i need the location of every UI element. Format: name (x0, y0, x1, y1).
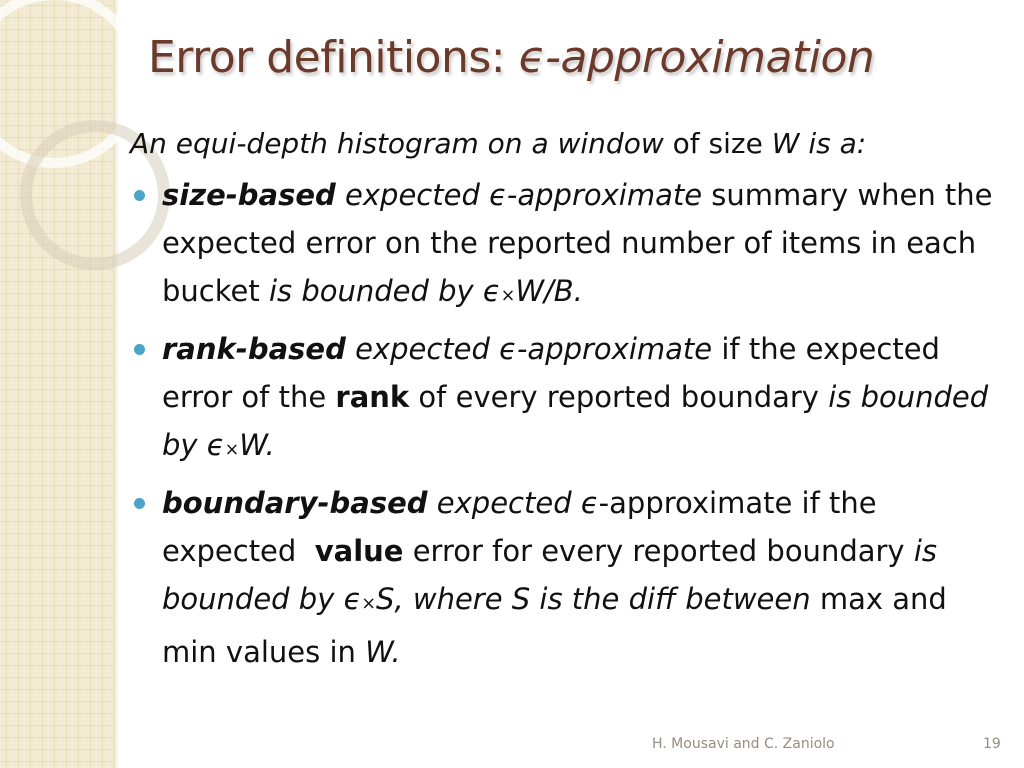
bullet-dot (134, 344, 145, 355)
bullet-keyword: rank (335, 380, 410, 414)
bullet-text: max and min values in (162, 582, 947, 669)
bullet-text: is bounded by ϵ (162, 380, 989, 462)
bullet-dot (134, 498, 145, 509)
bullet-text: error for every reported boundary (403, 534, 914, 568)
bullet-boundary-based (130, 479, 1000, 676)
slide-title (148, 32, 1008, 83)
title-emphasis: ϵ-approximation (518, 32, 875, 83)
bullet-text: is bounded by ϵ (268, 274, 501, 308)
bullet-text: is bounded by ϵ (162, 534, 937, 616)
bullet-text: W. (365, 635, 401, 669)
bullet-text: expected ϵ-approximate (335, 178, 703, 212)
bullet-text: expected ϵ (427, 486, 599, 520)
slide-content (130, 122, 1000, 676)
bullet-term: size-based (162, 178, 336, 212)
page-number: 19 (983, 736, 1001, 752)
bullet-text: W/B. (515, 274, 583, 308)
intro-part: W is a: (771, 127, 867, 160)
times-symbol: × (224, 440, 240, 460)
intro-part: An equi-depth histogram on a window (130, 127, 664, 160)
bullet-text: -approximate if the expected (162, 486, 886, 568)
footer-authors: H. Mousavi and C. Zaniolo (652, 736, 835, 752)
intro-line (130, 122, 1000, 166)
bullet-text: if the expected error of the (162, 332, 940, 414)
intro-part: of size (663, 127, 772, 160)
bullet-size-based (130, 171, 1000, 320)
times-symbol: × (361, 594, 376, 614)
times-symbol: × (500, 286, 516, 306)
bullet-dot (134, 190, 145, 201)
bullet-text: of every reported boundary (409, 380, 829, 414)
title-main: Error definitions: (148, 32, 519, 83)
bullet-text: W. (239, 428, 275, 462)
bullet-term: rank-based (162, 332, 346, 366)
bullet-keyword: value (314, 534, 404, 568)
bullet-text: summary when the expected error on the reported number of items in each bucket (162, 178, 993, 308)
bullet-text: expected ϵ-approximate (345, 332, 713, 366)
bullet-rank-based (130, 325, 1000, 474)
bullet-term: boundary-based (162, 486, 428, 520)
bullet-text: S, where S is the diff between (376, 582, 811, 616)
